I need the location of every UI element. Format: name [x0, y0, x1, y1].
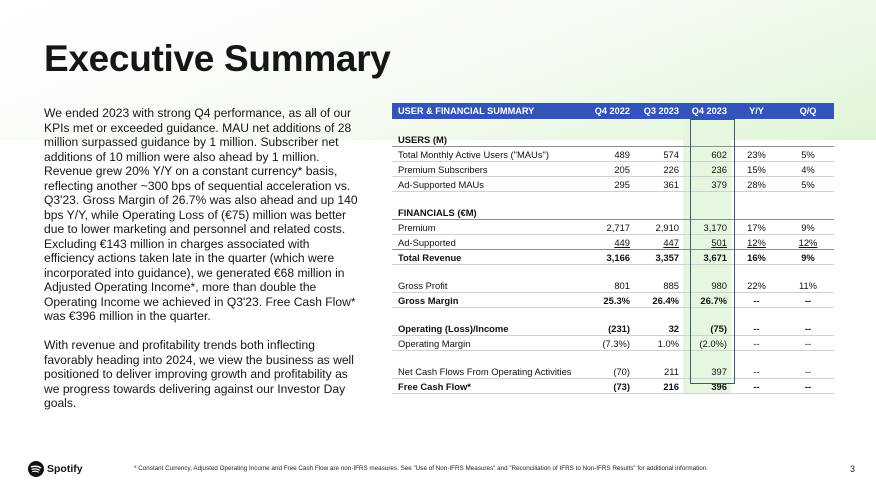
financial-summary-table — [392, 103, 834, 394]
brand-name: Spotify — [47, 463, 83, 475]
summary-paragraph-2: With revenue and profitability trends both inflecting favorably heading into 2024, we view the business as well positioned to deliver improving growth and profitability as we progress towards delivering against our Investor Day goals. — [44, 338, 354, 410]
table-row: Operating (Loss)/Income (231) 32 (75) -- -- — [392, 321, 834, 336]
spotify-logo — [28, 461, 83, 477]
header-q3-2023: Q3 2023 — [634, 103, 683, 119]
table-row: Free Cash Flow* (73) 216 396 -- -- — [392, 379, 834, 394]
table-row: Ad-Supported 449 447 501 12% 12% — [392, 235, 834, 250]
section-users: USERS (M) — [392, 132, 834, 147]
footnote: * Constant Currency, Adjusted Operating Income and Free Cash Flow are non-IFRS measures. See "Use of Non-IFRS Measures" and "Reconciliation of IFRS to Non-IFRS Results" for additional information. — [134, 465, 709, 472]
table-row: Operating Margin (7.3%) 1.0% (2.0%) -- -- — [392, 336, 834, 351]
table-row: Total Revenue 3,166 3,357 3,671 16% 9% — [392, 250, 834, 265]
summary-text — [44, 106, 362, 425]
page-number: 3 — [850, 464, 856, 474]
slide-title: Executive Summary — [44, 38, 391, 79]
table-row: Premium 2,717 2,910 3,170 17% 9% — [392, 220, 834, 235]
table-row: Net Cash Flows From Operating Activities (70) 211 397 -- -- — [392, 364, 834, 379]
table-row: Gross Margin 25.3% 26.4% 26.7% -- -- — [392, 293, 834, 308]
header-yy: Y/Y — [731, 103, 782, 119]
table-row: Total Monthly Active Users ("MAUs") 489 574 602 23% 5% — [392, 147, 834, 162]
table-row: Premium Subscribers 205 226 236 15% 4% — [392, 162, 834, 177]
table-row: Gross Profit 801 885 980 22% 11% — [392, 278, 834, 293]
table-header-row — [392, 103, 834, 119]
header-q4-2022: Q4 2022 — [582, 103, 634, 119]
header-q4-2023: Q4 2023 — [683, 103, 731, 119]
header-qq: Q/Q — [782, 103, 834, 119]
summary-paragraph-1: We ended 2023 with strong Q4 performance, as all of our KPIs met or exceeded guidance. MAU net additions of 28 million surpassed guidance by 1 million. Subscriber net additions of 10 million were also ahead by 1 million. Revenue grew 20% Y/Y on a constant currency* basis, reflecting another ~300 bps of sequential acceleration vs. Q3'23. Gross Margin of 26.7% was also ahead and up 140 bps Y/Y, while Operating Loss of (€75) million was better due to lower marketing and personnel and related costs. Excluding €143 million in charges associated with efficiency actions taken late in the quarter (which were incorporated into guidance), we generated €68 million in Adjusted Operating Income*, more than double the Operating Income we achieved in Q3'23. Free Cash Flow* was €396 million in the quarter. — [44, 106, 358, 323]
header-label: USER & FINANCIAL SUMMARY — [392, 103, 582, 119]
section-financials: FINANCIALS (€M) — [392, 205, 834, 220]
table-row: Ad-Supported MAUs 295 361 379 28% 5% — [392, 177, 834, 192]
spotify-icon — [28, 461, 44, 477]
